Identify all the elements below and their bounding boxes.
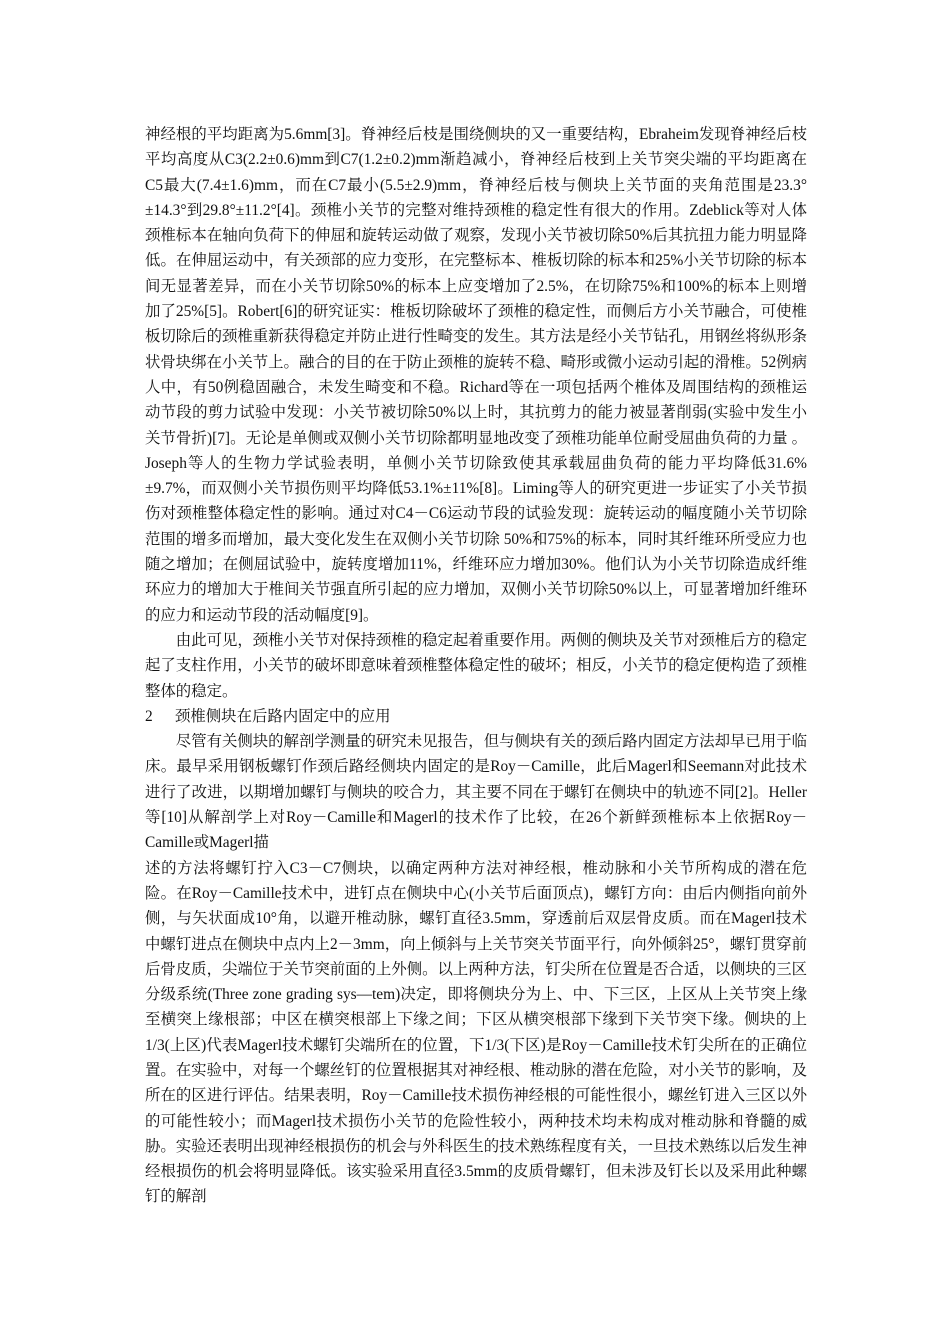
- body-paragraph-2: 由此可见，颈椎小关节对保持颈椎的稳定起着重要作用。两侧的侧块及关节对颈椎后方的稳定起了支柱作用，小关节的破坏即意味着颈椎整体稳定性的破坏；相反，小关节的稳定便构造了颈椎整体的稳定。: [145, 631, 807, 700]
- section-heading: [145, 704, 807, 729]
- body-paragraph-1: 神经根的平均距离为5.6mm[3]。脊神经后枝是围绕侧块的又一重要结构，Ebraheim发现脊神经后枝平均高度从C3(2.2±0.6)mm到C7(1.2±0.2)mm渐趋减小，脊神经后枝到上关节突尖端的平均距离在C5最大(7.4±1.6)mm，而在C7最小(5.5±2.9)mm，脊神经后枝与侧块上关节面的夹角范围是23.3°±14.3°到29.8°±11.2°[4]。颈椎小关节的完整对维持颈椎的稳定性有很大的作用。Zdeblick等对人体颈椎标本在轴向负荷下的伸屈和旋转运动做了观察，发现小关节被切除50%后其抗扭力能力明显降低。在伸屈运动中，有关颈部的应力变形，在完整标本、椎板切除的标本和25%小关节切除的标本间无显著差异，而在小关节切除50%的标本上应变增加了2.5%，在切除75%和100%的标本上则增加了25%[5]。Robert[6]的研究证实：椎板切除破坏了颈椎的稳定性，而侧后方小关节融合，可使椎板切除后的颈椎重新获得稳定并防止进行性畸变的发生。其方法是经小关节钻孔，用钢丝将纵形条状骨块绑在小关节上。融合的目的在于防止颈椎的旋转不稳、畸形或微小运动引起的滑椎。52例病人中，有50例稳固融合，未发生畸变和不稳。Richard等在一项包括两个椎体及周围结构的颈椎运动节段的剪力试验中发现：小关节被切除50%以上时，其抗剪力的能力被显著削弱(实验中发生小关节骨折)[7]。无论是单侧或双侧小关节切除都明显地改变了颈椎功能单位耐受屈曲负荷的力量 。Joseph等人的生物力学试验表明，单侧小关节切除致使其承载屈曲负荷的能力平均降低31.6%±9.7%，而双侧小关节损伤则平均降低53.1%±11%[8]。Liming等人的研究更进一步证实了小关节损伤对颈椎整体稳定性的影响。通过对C4－C6运动节段的试验发现：旋转运动的幅度随小关节切除范围的增多而增加，最大变化发生在双侧小关节切除 50%和75%的标本，同时其纤维环所受应力也随之增加；在侧屈试验中，旋转度增加11%，纤维环应力增加30%。他们认为小关节切除造成纤维环应力的增加大于椎间关节强直所引起的应力增加，双侧小关节切除50%以上，可显著增加纤维环的应力和运动节段的活动幅度[9]。: [145, 126, 807, 624]
- section-title: 颈椎侧块在后路内固定中的应用: [175, 707, 391, 725]
- document-page: [145, 122, 807, 1210]
- section-number: 2: [145, 707, 153, 725]
- body-paragraph-3: 尽管有关侧块的解剖学测量的研究未见报告，但与侧块有关的颈后路内固定方法却早已用于临床。最早采用钢板螺钉作颈后路经侧块内固定的是Roy－Camille，此后Magerl和Seemann对此技术进行了改进，以期增加螺钉与侧块的咬合力，其主要不同在于螺钉在侧块中的轨迹不同[2]。Heller等[10]从解剖学上对Roy－Camille和Magerl的技术作了比较，在26个新鲜颈椎标本上依据Roy－Camille或Magerl描: [145, 733, 807, 852]
- body-paragraph-4: 述的方法将螺钉拧入C3－C7侧块，以确定两种方法对神经根，椎动脉和小关节所构成的潜在危险。在Roy－Camille技术中，进钉点在侧块中心(小关节后面顶点)，螺钉方向：由后内侧指向前外侧，与矢状面成10°角，以避开椎动脉，螺钉直径3.5mm，穿透前后双层骨皮质。而在Magerl技术中螺钉进点在侧块中点内上2－3mm，向上倾斜与上关节突关节面平行，向外倾斜25°，螺钉贯穿前后骨皮质，尖端位于关节突前面的上外侧。以上两种方法，钉尖所在位置是否合适，以侧块的三区分级系统(Three zone grading sys—tem)决定，即将侧块分为上、中、下三区，上区从上关节突上缘至横突上缘根部；中区在横突根部上下缘之间；下区从横突根部下缘到下关节突下缘。侧块的上1/3(上区)代表Magerl技术螺钉尖端所在的位置，下1/3(下区)是Roy－Camille技术钉尖所在的正确位置。在实验中，对每一个螺丝钉的位置根据其对神经根、椎动脉的潜在危险，对小关节的影响，及所在的区进行评估。结果表明，Roy－Camille技术损伤神经根的可能性很小，螺丝钉进入三区以外的可能性较小；而Magerl技术损伤小关节的危险性较小，两种技术均未构成对椎动脉和脊髓的威胁。实验还表明出现神经根损伤的机会与外科医生的技术熟练程度有关，一旦技术熟练以后发生神经根损伤的机会将明显降低。该实验采用直径3.5mm的皮质骨螺钉，但未涉及钉长以及采用此种螺钉的解剖: [145, 859, 807, 1206]
